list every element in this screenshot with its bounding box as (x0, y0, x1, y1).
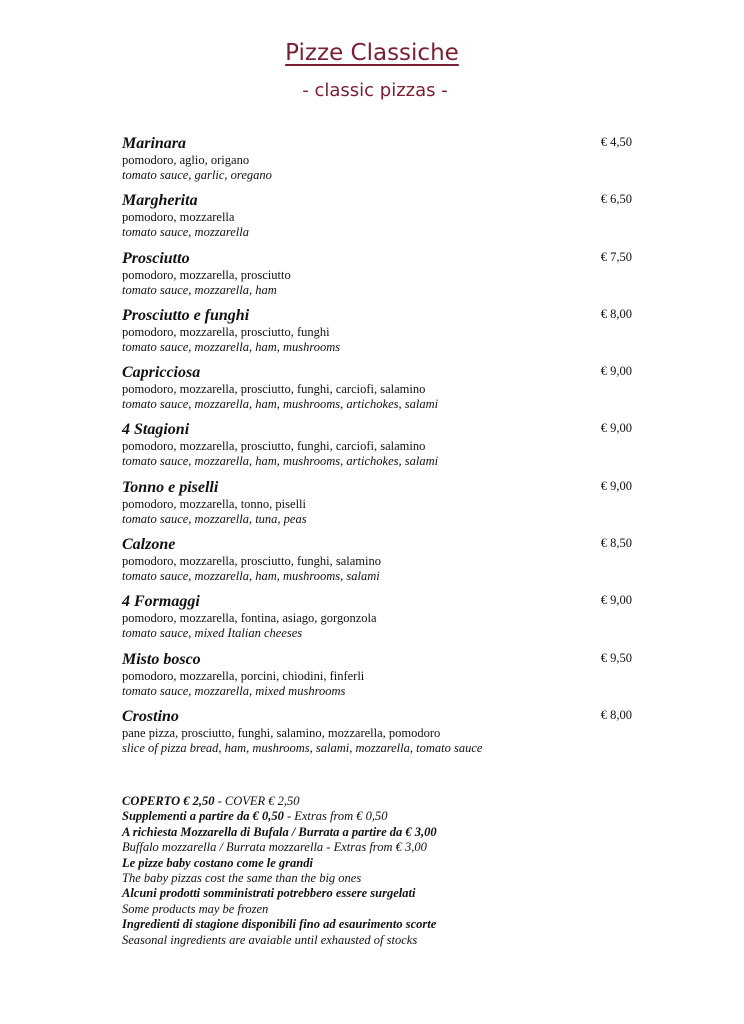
baby-note: Le pizze baby costano come le grandi (122, 855, 313, 870)
menu-item (122, 421, 634, 478)
item-name: Marinara (122, 135, 187, 152)
item-name: 4 Formaggi (122, 593, 200, 611)
menu-item (122, 307, 634, 364)
menu-item (122, 536, 634, 593)
item-name: Misto bosco (122, 650, 201, 668)
item-name: Prosciutto e funghi (122, 306, 250, 324)
item-english: tomato sauce, mozzarella, ham, mushrooms (122, 339, 341, 354)
bufala-note: A richiesta Mozzarella di Bufala / Burrata a partire da € 3,00 (122, 824, 437, 839)
item-price: € 9,00 (600, 421, 632, 436)
menu-item (122, 651, 634, 708)
item-name: Capricciosa (122, 364, 201, 382)
item-name: 4 Stagioni (122, 421, 190, 439)
item-name: Tonno e piselli (122, 478, 219, 496)
item-price: € 9,00 (600, 593, 632, 608)
menu-item (122, 708, 634, 765)
item-ingredients: pomodoro, mozzarella, prosciutto, funghi, carciofi, salamino (122, 439, 426, 454)
page-title: Pizze Classiche (285, 40, 459, 66)
item-english: tomato sauce, mozzarella, ham, mushrooms, artichokes, salami (122, 397, 439, 412)
bufala-note-en: Buffalo mozzarella / Burrata mozzarella - Extras from € 3,00 (122, 840, 427, 855)
menu-item (122, 593, 634, 650)
page-subtitle: - classic pizzas - (302, 80, 448, 101)
extras-note: Supplementi a partire da € 0,50 - Extras from € 0,50 (122, 809, 388, 824)
item-ingredients: pomodoro, aglio, origano (122, 153, 250, 167)
item-english: tomato sauce, mozzarella, mixed mushrooms (122, 683, 346, 698)
menu-item (122, 250, 634, 307)
item-ingredients: pomodoro, mozzarella, tonno, piselli (122, 496, 306, 511)
seasonal-note: Ingredienti di stagione disponibili fino ad esaurimento scorte (122, 917, 437, 932)
item-price: € 8,00 (600, 306, 632, 321)
menu-notes (122, 794, 437, 948)
item-price: € 9,50 (600, 650, 632, 665)
item-price: € 8,50 (600, 536, 632, 551)
item-english: tomato sauce, mozzarella, ham, mushrooms, salami (122, 569, 380, 584)
item-english: tomato sauce, mozzarella (122, 225, 249, 240)
item-name: Margherita (122, 192, 198, 210)
menu-item (122, 135, 634, 192)
pizza-menu (122, 135, 634, 765)
seasonal-note-en: Seasonal ingredients are avaiable until exhausted of stocks (122, 932, 418, 947)
cover-note: COPERTO € 2,50 - COVER € 2,50 (122, 794, 300, 808)
item-ingredients: pomodoro, mozzarella (122, 210, 235, 225)
item-english: tomato sauce, garlic, oregano (122, 168, 272, 182)
frozen-note: Alcuni prodotti somministrati potrebbero essere surgelati (122, 886, 416, 901)
item-price: € 7,50 (600, 249, 632, 264)
frozen-note-en: Some products may be frozen (122, 901, 269, 916)
item-price: € 6,50 (600, 192, 632, 207)
item-ingredients: pomodoro, mozzarella, porcini, chiodini, finferli (122, 668, 365, 683)
item-english: tomato sauce, mozzarella, ham (122, 282, 277, 297)
item-price: € 9,00 (600, 478, 632, 493)
item-ingredients: pomodoro, mozzarella, prosciutto, funghi, carciofi, salamino (122, 382, 426, 397)
item-name: Prosciutto (122, 249, 190, 267)
item-english: slice of pizza bread, ham, mushrooms, salami, mozzarella, tomato sauce (122, 740, 483, 755)
menu-item (122, 364, 634, 421)
item-name: Crostino (122, 707, 179, 725)
menu-item (122, 192, 634, 249)
item-name: Calzone (122, 536, 176, 554)
item-ingredients: pomodoro, mozzarella, prosciutto, funghi, salamino (122, 554, 381, 569)
baby-note-en: The baby pizzas cost the same than the big ones (122, 871, 362, 886)
item-price: € 4,50 (600, 135, 632, 149)
item-ingredients: pane pizza, prosciutto, funghi, salamino, mozzarella, pomodoro (122, 725, 441, 740)
item-price: € 9,00 (600, 364, 632, 379)
item-english: tomato sauce, mozzarella, tuna, peas (122, 511, 307, 526)
item-ingredients: pomodoro, mozzarella, prosciutto, funghi (122, 324, 330, 339)
item-ingredients: pomodoro, mozzarella, prosciutto (122, 267, 291, 282)
item-price: € 8,00 (600, 707, 632, 722)
item-english: tomato sauce, mixed Italian cheeses (122, 626, 303, 641)
item-ingredients: pomodoro, mozzarella, fontina, asiago, gorgonzola (122, 611, 377, 626)
menu-item (122, 479, 634, 536)
item-english: tomato sauce, mozzarella, ham, mushrooms, artichokes, salami (122, 454, 439, 469)
